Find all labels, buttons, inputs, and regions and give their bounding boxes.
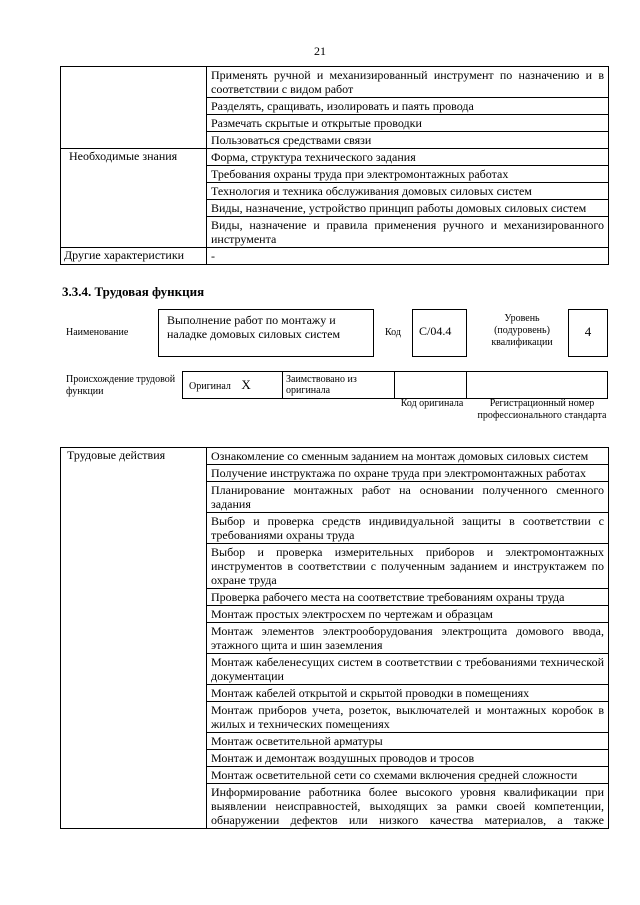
name-label: Наименование [66, 327, 129, 338]
knowledge-item: Виды, назначение и правила применения ручного и механизированного инструмента [207, 217, 609, 248]
borrowed-label: Заимствовано из оригинала [283, 372, 395, 399]
table-row [61, 248, 609, 265]
action-item: Монтаж осветительной сети со схемами включения средней сложности [207, 767, 609, 784]
table-row [61, 448, 609, 465]
code-label: Код [385, 327, 401, 338]
knowledge-label: Необходимые знания [61, 149, 207, 248]
knowledge-item: Требования охраны труда при электромонтажных работах [207, 166, 609, 183]
table-row [61, 149, 609, 166]
function-code: С/04.4 [412, 309, 467, 357]
other-value: - [207, 248, 609, 265]
action-item: Монтаж кабеленесущих систем в соответствии с требованиями технической документации [207, 654, 609, 685]
action-item: Монтаж приборов учета, розеток, выключателей и монтажных коробок в жилых и технических помещениях [207, 702, 609, 733]
action-item: Планирование монтажных работ на основании полученного сменного задания [207, 482, 609, 513]
skill-item: Разделять, сращивать, изолировать и паять провода [207, 98, 609, 115]
knowledge-item: Технология и техника обслуживания домовых силовых систем [207, 183, 609, 200]
level-label: Уровень (подуровень) квалификации [491, 313, 553, 348]
reg-caption: Регистрационный номер профессионального стандарта [477, 398, 607, 421]
section-title: 3.3.4. Трудовая функция [62, 284, 205, 299]
origin-table [182, 371, 608, 399]
labor-actions-table [60, 447, 609, 829]
action-item: Информирование работника более высокого уровня квалификации при выявлении неисправностей, выходящих за рамки своей компетенции, обнаружении дефектов или низкого качества материалов, а также [207, 784, 609, 829]
skill-item: Применять ручной и механизированный инструмент по назначению и в соответствии с видом работ [207, 67, 609, 98]
action-item: Монтаж элементов электрооборудования электрощита домового ввода, этажного щита и шин заземления [207, 623, 609, 654]
action-item: Выбор и проверка измерительных приборов и электромонтажных инструментов в соответствии с полученным заданием и инструктажем по охране труда [207, 544, 609, 589]
skills-knowledge-table [60, 66, 609, 265]
action-item: Монтаж простых электросхем по чертежам и образцам [207, 606, 609, 623]
table-row [61, 67, 609, 98]
function-name: Выполнение работ по монтажу и наладке домовых силовых систем [158, 309, 374, 357]
original-label: Оригинал [189, 380, 231, 392]
action-item: Выбор и проверка средств индивидуальной защиты в соответствии с требованиями охраны труда [207, 513, 609, 544]
action-item: Монтаж и демонтаж воздушных проводов и тросов [207, 750, 609, 767]
origin-label: Происхождение трудовой функции [66, 374, 176, 397]
original-mark: X [241, 376, 251, 392]
knowledge-item: Форма, структура технического задания [207, 149, 609, 166]
empty-label-cell [61, 67, 207, 149]
action-item: Монтаж осветительной арматуры [207, 733, 609, 750]
skill-item: Пользоваться средствами связи [207, 132, 609, 149]
action-item: Монтаж кабелей открытой и скрытой проводки в помещениях [207, 685, 609, 702]
skill-item: Размечать скрытые и открытые проводки [207, 115, 609, 132]
page-number: 21 [314, 44, 326, 58]
original-cell [183, 372, 283, 399]
action-item: Проверка рабочего места на соответствие требованиям охраны труда [207, 589, 609, 606]
origin-code-cell [395, 372, 467, 399]
action-item: Ознакомление со сменным заданием на монтаж домовых силовых систем [207, 448, 609, 465]
code-caption: Код оригинала [400, 398, 464, 409]
other-label: Другие характеристики [61, 248, 207, 265]
actions-label: Трудовые действия [61, 448, 207, 829]
qualification-level: 4 [568, 309, 608, 357]
reg-number-cell [467, 372, 608, 399]
action-item: Получение инструктажа по охране труда при электромонтажных работах [207, 465, 609, 482]
knowledge-item: Виды, назначение, устройство принцип работы домовых силовых систем [207, 200, 609, 217]
